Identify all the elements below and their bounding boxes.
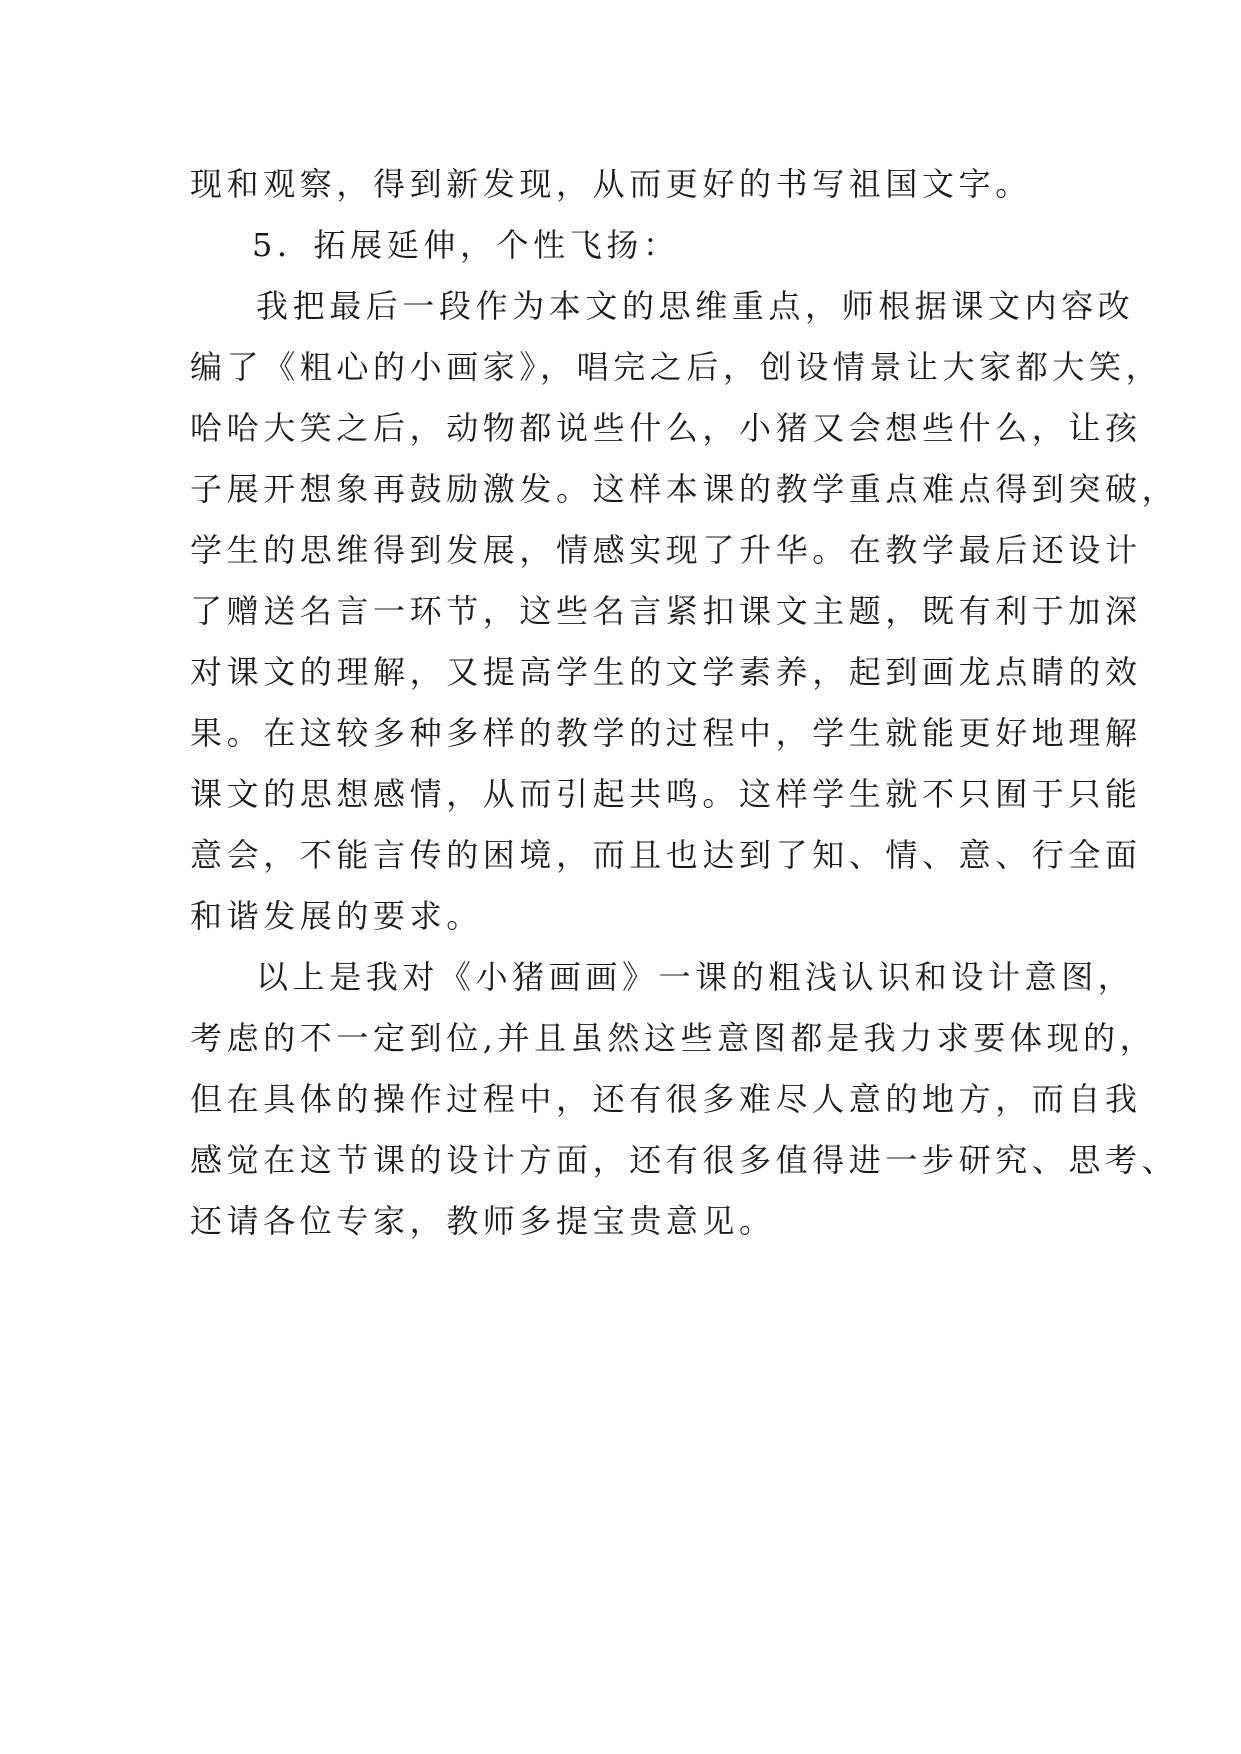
text-line: 感觉在这节课的设计方面，还有很多值得进一步研究、思考、	[190, 1141, 1179, 1179]
text-line: 以上是我对《小猪画画》一课的粗浅认识和设计意图，	[256, 958, 1135, 996]
text-line: 和谐发展的要求。	[190, 897, 483, 935]
text-line: 编了《粗心的小画家》，唱完之后，创设情景让大家都大笑，	[190, 348, 1163, 386]
text-line: 但在具体的操作过程中，还有很多难尽人意的地方，而自我	[190, 1080, 1142, 1118]
text-line: 我把最后一段作为本文的思维重点，师根据课文内容改	[256, 287, 1135, 325]
text-line: 对课文的理解，又提高学生的文学素养，起到画龙点睛的效	[190, 653, 1142, 691]
text-line: 学生的思维得到发展，情感实现了升华。在教学最后还设计	[190, 531, 1142, 569]
text-line: 果。在这较多种多样的教学的过程中，学生就能更好地理解	[190, 714, 1142, 752]
document-body	[190, 154, 1179, 1252]
text-line: 哈哈大笑之后，动物都说些什么，小猪又会想些什么，让孩	[190, 409, 1142, 447]
text-line: 考虑的不一定到位,并且虽然这些意图都是我力求要体现的，	[190, 1019, 1157, 1057]
text-line: 现和观察，得到新发现，从而更好的书写祖国文字。	[190, 165, 1032, 203]
text-line: 意会，不能言传的困境，而且也达到了知、情、意、行全面	[190, 836, 1142, 874]
text-line: 还请各位专家，教师多提宝贵意见。	[190, 1202, 776, 1240]
section-heading: 5．拓展延伸，个性飞扬：	[252, 226, 680, 264]
text-line: 子展开想象再鼓励激发。这样本课的教学重点难点得到突破，	[190, 470, 1179, 508]
text-line: 了赠送名言一环节，这些名言紧扣课文主题，既有利于加深	[190, 592, 1142, 630]
text-line: 课文的思想感情，从而引起共鸣。这样学生就不只囿于只能	[190, 775, 1142, 813]
